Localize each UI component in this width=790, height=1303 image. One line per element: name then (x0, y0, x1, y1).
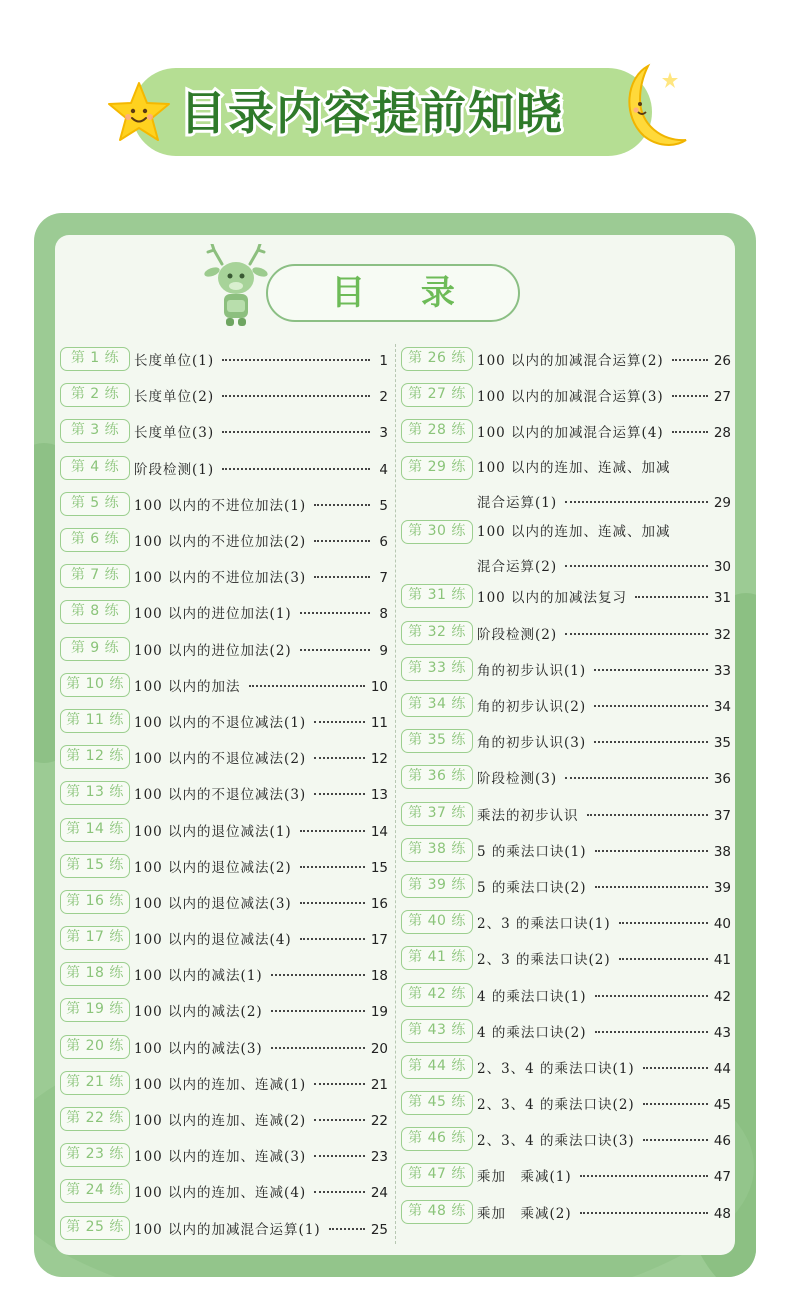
entry-text (477, 623, 731, 643)
page-number: 18 (370, 968, 388, 985)
toc-entry[interactable] (60, 703, 388, 739)
page-number: 16 (370, 895, 388, 912)
dot-leader (271, 1010, 365, 1012)
entry-title: 100 以内的减法(1) (134, 968, 263, 985)
dot-leader (643, 1067, 708, 1069)
lesson-badge: 第 22 练 (60, 1107, 130, 1131)
page-number: 39 (713, 879, 731, 896)
dot-leader (565, 633, 708, 635)
page-number: 32 (713, 626, 731, 643)
entry-text (477, 1021, 731, 1041)
toc-entry[interactable] (401, 1121, 731, 1157)
entry-text (477, 695, 731, 715)
dot-leader (300, 938, 365, 940)
dot-leader (565, 501, 708, 503)
entry-title: 100 以内的加减法复习 (477, 590, 628, 607)
dot-leader (314, 793, 365, 795)
page-number: 4 (379, 461, 388, 478)
toc-entry[interactable] (401, 904, 731, 940)
toc-entry[interactable] (60, 884, 388, 920)
entry-title: 100 以内的连加、连减(4) (134, 1185, 307, 1202)
toc-entry[interactable] (401, 1013, 731, 1049)
entry-title: 100 以内的连加、连减(2) (134, 1113, 307, 1130)
page-number: 13 (370, 787, 388, 804)
toc-heading: 目 录 (266, 264, 520, 322)
lesson-badge: 第 27 练 (401, 383, 473, 407)
entry-text (134, 928, 388, 948)
dot-leader (672, 395, 708, 397)
entry-title: 100 以内的退位减法(2) (134, 859, 292, 876)
toc-entry[interactable] (401, 1049, 731, 1085)
page-number: 45 (713, 1097, 731, 1114)
entry-text (477, 1165, 731, 1185)
page-number: 22 (370, 1113, 388, 1130)
toc-entry[interactable] (60, 341, 388, 377)
page-number: 38 (713, 843, 731, 860)
entry-text (134, 964, 388, 984)
entry-title: 角的初步认识(2) (477, 699, 587, 715)
lesson-badge: 第 10 练 (60, 673, 130, 697)
entry-text (477, 1202, 731, 1222)
toc-entry[interactable] (60, 667, 388, 703)
dot-leader (314, 1191, 365, 1193)
entry-title: 乘加 乘减(2) (477, 1205, 572, 1222)
page-number: 3 (379, 425, 388, 442)
entry-title: 100 以内的加法 (134, 678, 241, 695)
page-number: 33 (713, 662, 731, 679)
dot-leader (314, 757, 365, 759)
toc-entry[interactable] (60, 1173, 388, 1209)
toc-right-column (401, 341, 731, 1230)
entry-text (477, 1093, 731, 1113)
lesson-badge: 第 3 练 (60, 419, 130, 443)
page-number: 15 (370, 859, 388, 876)
page-number: 43 (713, 1024, 731, 1041)
entry-title: 阶段检测(3) (477, 771, 558, 788)
dot-leader (314, 721, 365, 723)
toc-entry[interactable] (60, 811, 388, 847)
entry-title: 100 以内的连加、连减、加减 (477, 459, 671, 476)
page-number: 40 (713, 916, 731, 933)
entry-text (134, 675, 388, 695)
entry-text (134, 711, 388, 731)
lesson-badge: 第 20 练 (60, 1035, 130, 1059)
toc-entry[interactable] (60, 558, 388, 594)
banner-title: 目录内容提前知晓 (180, 86, 564, 140)
toc-entry[interactable] (60, 413, 388, 449)
dot-leader (587, 814, 708, 816)
dot-leader (300, 866, 365, 868)
page-number: 35 (713, 735, 731, 752)
entry-title: 100 以内的进位加法(1) (134, 606, 292, 623)
entry-title: 2、3 的乘法口诀(1) (477, 916, 611, 933)
page-number: 2 (379, 389, 388, 406)
entry-title: 100 以内的不进位加法(2) (134, 534, 307, 551)
lesson-badge: 第 30 练 (401, 520, 473, 544)
lesson-badge: 第 7 练 (60, 564, 130, 588)
toc-entry[interactable] (401, 868, 731, 904)
lesson-badge: 第 33 练 (401, 657, 473, 681)
dot-leader (222, 431, 370, 433)
lesson-badge: 第 34 练 (401, 693, 473, 717)
dot-leader (594, 669, 708, 671)
toc-entry[interactable] (60, 1210, 388, 1246)
entry-text (134, 494, 388, 514)
dot-leader (271, 1047, 365, 1049)
entry-title: 4 的乘法口诀(2) (477, 1024, 587, 1041)
toc-entry[interactable] (401, 723, 731, 759)
toc-entry[interactable] (401, 450, 731, 514)
entry-title: 2、3、4 的乘法口诀(1) (477, 1060, 635, 1077)
lesson-badge: 第 28 练 (401, 419, 473, 443)
toc-entry[interactable] (401, 651, 731, 687)
lesson-badge: 第 40 练 (401, 910, 473, 934)
entry-title: 混合运算(2) (477, 558, 558, 575)
page-number: 47 (713, 1169, 731, 1186)
lesson-badge: 第 35 练 (401, 729, 473, 753)
entry-title: 100 以内的连加、连减、加减 (477, 523, 671, 540)
toc-entry[interactable] (401, 832, 731, 868)
page-number: 12 (370, 751, 388, 768)
lesson-badge: 第 29 练 (401, 456, 473, 480)
dot-leader (314, 576, 370, 578)
toc-entry[interactable] (401, 514, 731, 578)
entry-text (477, 876, 731, 896)
entry-text (134, 349, 388, 369)
dot-leader (643, 1139, 708, 1141)
entry-title: 长度单位(1) (134, 353, 215, 370)
lesson-badge: 第 1 练 (60, 347, 130, 371)
toc-entry[interactable] (60, 1029, 388, 1065)
page-number: 41 (713, 952, 731, 969)
lesson-badge: 第 47 练 (401, 1163, 473, 1187)
entry-title: 2、3 的乘法口诀(2) (477, 952, 611, 969)
entry-text (134, 566, 388, 586)
page-number: 25 (370, 1221, 388, 1238)
page-number: 48 (713, 1205, 731, 1222)
toc-entry[interactable] (401, 377, 731, 413)
toc-entry[interactable] (60, 486, 388, 522)
entry-text (134, 892, 388, 912)
toc-entry[interactable] (60, 594, 388, 630)
lesson-badge: 第 43 练 (401, 1019, 473, 1043)
entry-title: 100 以内的不退位减法(3) (134, 787, 307, 804)
page-number: 11 (370, 714, 388, 731)
entry-text (134, 639, 388, 659)
entry-title: 4 的乘法口诀(1) (477, 988, 587, 1005)
entry-text (134, 421, 388, 441)
page-number: 44 (713, 1060, 731, 1077)
entry-title: 乘法的初步认识 (477, 807, 579, 824)
entry-text (477, 586, 731, 606)
entry-text (134, 530, 388, 550)
toc-entry[interactable] (60, 992, 388, 1028)
toc-entry[interactable] (60, 739, 388, 775)
toc-entry[interactable] (401, 615, 731, 651)
page-number: 28 (713, 425, 731, 442)
entry-text (134, 385, 388, 405)
entry-title: 100 以内的加减混合运算(3) (477, 389, 664, 406)
entry-title: 5 的乘法口诀(1) (477, 843, 587, 860)
page-number: 6 (379, 534, 388, 551)
toc-entry[interactable] (60, 522, 388, 558)
entry-title: 100 以内的减法(2) (134, 1004, 263, 1021)
page-number: 42 (713, 988, 731, 1005)
toc-entry[interactable] (60, 377, 388, 413)
entry-text (477, 659, 731, 679)
toc-entry[interactable] (60, 631, 388, 667)
entry-title: 100 以内的退位减法(1) (134, 823, 292, 840)
column-divider (395, 344, 396, 1244)
dot-leader (595, 886, 708, 888)
entry-text (134, 820, 388, 840)
page-number: 36 (713, 771, 731, 788)
lesson-badge: 第 41 练 (401, 946, 473, 970)
entry-title: 100 以内的不进位加法(3) (134, 570, 307, 587)
dot-leader (595, 995, 708, 997)
dot-leader (314, 504, 370, 506)
page-number: 34 (713, 699, 731, 715)
toc-entry[interactable] (60, 920, 388, 956)
lesson-badge: 第 24 练 (60, 1179, 130, 1203)
dot-leader (300, 830, 365, 832)
entry-title: 100 以内的进位加法(2) (134, 642, 292, 659)
lesson-badge: 第 5 练 (60, 492, 130, 516)
entry-text (134, 458, 388, 478)
entry-title: 100 以内的加减混合运算(2) (477, 353, 664, 370)
lesson-badge: 第 37 练 (401, 802, 473, 826)
lesson-badge: 第 23 练 (60, 1143, 130, 1167)
lesson-badge: 第 9 练 (60, 637, 130, 661)
toc-entry[interactable] (401, 341, 731, 377)
page-number: 17 (370, 932, 388, 949)
page-number: 8 (379, 606, 388, 623)
entry-text (134, 1000, 388, 1020)
dot-leader (635, 596, 708, 598)
lesson-badge: 第 38 练 (401, 838, 473, 862)
entry-title: 100 以内的不退位减法(2) (134, 751, 307, 768)
dot-leader (672, 359, 708, 361)
deer-mascot-icon (200, 244, 272, 328)
lesson-badge: 第 44 练 (401, 1055, 473, 1079)
page-number: 5 (379, 497, 388, 514)
entry-text (477, 985, 731, 1005)
entry-text (477, 1129, 731, 1149)
dot-leader (300, 649, 370, 651)
lesson-badge: 第 21 练 (60, 1071, 130, 1095)
entry-title: 乘加 乘减(1) (477, 1169, 572, 1186)
dot-leader (594, 705, 708, 707)
toc-entry[interactable] (60, 1101, 388, 1137)
lesson-badge: 第 31 练 (401, 584, 473, 608)
toc-entry[interactable] (60, 775, 388, 811)
entry-text (134, 1109, 388, 1129)
entry-text (134, 1218, 388, 1238)
lesson-badge: 第 2 练 (60, 383, 130, 407)
entry-text (477, 948, 731, 968)
entry-title: 100 以内的退位减法(3) (134, 895, 292, 912)
dot-leader (580, 1175, 708, 1177)
entry-title: 长度单位(2) (134, 389, 215, 406)
dot-leader (222, 468, 370, 470)
lesson-badge: 第 14 练 (60, 818, 130, 842)
entry-text (134, 1145, 388, 1165)
entry-text (134, 1037, 388, 1057)
toc-entry[interactable] (60, 956, 388, 992)
dot-leader (580, 1212, 708, 1214)
page-number: 29 (713, 494, 731, 511)
lesson-badge: 第 46 练 (401, 1127, 473, 1151)
toc-entry[interactable] (60, 848, 388, 884)
page-number: 9 (379, 642, 388, 659)
page-number: 37 (713, 807, 731, 824)
entry-text (477, 385, 731, 405)
lesson-badge: 第 16 练 (60, 890, 130, 914)
toc-entry[interactable] (401, 1085, 731, 1121)
page-number: 23 (370, 1149, 388, 1166)
toc-entry[interactable] (401, 413, 731, 449)
page-number: 7 (379, 570, 388, 587)
dot-leader (314, 1155, 365, 1157)
entry-text (477, 1057, 731, 1077)
entry-title: 100 以内的不退位减法(1) (134, 714, 307, 731)
lesson-badge: 第 17 练 (60, 926, 130, 950)
dot-leader (300, 902, 365, 904)
entry-title: 长度单位(3) (134, 425, 215, 442)
entry-text (134, 1073, 388, 1093)
lesson-badge: 第 32 练 (401, 621, 473, 645)
entry-text (134, 1181, 388, 1201)
toc-entry[interactable] (401, 1194, 731, 1230)
entry-title: 100 以内的连加、连减(3) (134, 1149, 307, 1166)
page-number: 27 (713, 389, 731, 406)
toc-entry[interactable] (401, 759, 731, 795)
entry-title: 角的初步认识(3) (477, 735, 587, 752)
lesson-badge: 第 12 练 (60, 745, 130, 769)
crescent-moon-icon (618, 62, 690, 150)
lesson-badge: 第 19 练 (60, 998, 130, 1022)
toc-entry[interactable] (401, 795, 731, 831)
toc-entry[interactable] (60, 1137, 388, 1173)
lesson-badge: 第 39 练 (401, 874, 473, 898)
entry-text (134, 856, 388, 876)
lesson-badge: 第 4 练 (60, 456, 130, 480)
entry-text (477, 804, 731, 824)
entry-title: 100 以内的连加、连减(1) (134, 1076, 307, 1093)
page-number: 10 (370, 678, 388, 695)
entry-text (134, 783, 388, 803)
lesson-badge: 第 18 练 (60, 962, 130, 986)
dot-leader (619, 958, 708, 960)
smiling-star-icon (106, 80, 172, 146)
entry-text (477, 514, 731, 578)
page-number: 26 (713, 353, 731, 370)
entry-title: 角的初步认识(1) (477, 662, 587, 679)
toc-entry[interactable] (401, 940, 731, 976)
dot-leader (595, 1031, 708, 1033)
page-number: 21 (370, 1076, 388, 1093)
dot-leader (565, 565, 708, 567)
dot-leader (271, 974, 365, 976)
page-number: 20 (370, 1040, 388, 1057)
dot-leader (595, 850, 708, 852)
page-number: 31 (713, 590, 731, 607)
toc-left-column (60, 341, 388, 1246)
entry-text (477, 912, 731, 932)
entry-title: 100 以内的加减混合运算(4) (477, 425, 664, 442)
entry-title: 2、3、4 的乘法口诀(2) (477, 1097, 635, 1114)
entry-title: 阶段检测(2) (477, 626, 558, 643)
lesson-badge: 第 36 练 (401, 765, 473, 789)
entry-title: 5 的乘法口诀(2) (477, 879, 587, 896)
entry-text (477, 767, 731, 787)
dot-leader (314, 540, 370, 542)
lesson-badge: 第 25 练 (60, 1216, 130, 1240)
lesson-badge: 第 42 练 (401, 983, 473, 1007)
dot-leader (314, 1083, 365, 1085)
toc-entry[interactable] (401, 578, 731, 614)
entry-title: 100 以内的不进位加法(1) (134, 497, 307, 514)
dot-leader (619, 922, 708, 924)
entry-title: 100 以内的退位减法(4) (134, 932, 292, 949)
entry-text (477, 421, 731, 441)
entry-title: 混合运算(1) (477, 494, 558, 511)
lesson-badge: 第 6 练 (60, 528, 130, 552)
page-number: 14 (370, 823, 388, 840)
entry-text (477, 840, 731, 860)
lesson-badge: 第 11 练 (60, 709, 130, 733)
toc-entry[interactable] (401, 976, 731, 1012)
dot-leader (249, 685, 365, 687)
entry-text (477, 450, 731, 514)
dot-leader (329, 1228, 365, 1230)
lesson-badge: 第 26 练 (401, 347, 473, 371)
page-number: 24 (370, 1185, 388, 1202)
dot-leader (672, 431, 708, 433)
page-number: 19 (370, 1004, 388, 1021)
lesson-badge: 第 48 练 (401, 1200, 473, 1224)
toc-entry[interactable] (401, 687, 731, 723)
entry-text (477, 349, 731, 369)
dot-leader (222, 395, 370, 397)
entry-text (134, 602, 388, 622)
toc-entry[interactable] (401, 1157, 731, 1193)
dot-leader (643, 1103, 708, 1105)
dot-leader (300, 612, 370, 614)
entry-title: 阶段检测(1) (134, 461, 215, 478)
dot-leader (565, 777, 708, 779)
entry-title: 2、3、4 的乘法口诀(3) (477, 1133, 635, 1150)
lesson-badge: 第 45 练 (401, 1091, 473, 1115)
dot-leader (314, 1119, 365, 1121)
lesson-badge: 第 13 练 (60, 781, 130, 805)
toc-entry[interactable] (60, 450, 388, 486)
toc-entry[interactable] (60, 1065, 388, 1101)
lesson-badge: 第 8 练 (60, 600, 130, 624)
page-number: 46 (713, 1133, 731, 1150)
entry-title: 100 以内的加减混合运算(1) (134, 1221, 321, 1238)
dot-leader (594, 741, 708, 743)
page-number: 1 (379, 353, 388, 370)
entry-title: 100 以内的减法(3) (134, 1040, 263, 1057)
lesson-badge: 第 15 练 (60, 854, 130, 878)
dot-leader (222, 359, 370, 361)
entry-text (477, 731, 731, 751)
page-number: 30 (713, 558, 731, 575)
entry-text (134, 747, 388, 767)
